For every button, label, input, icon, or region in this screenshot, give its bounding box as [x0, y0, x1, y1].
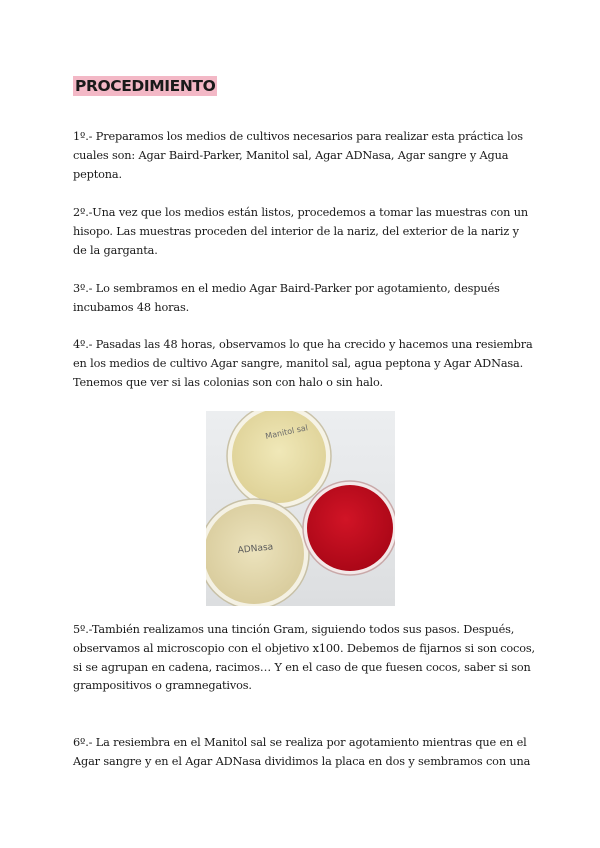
paragraph-step-1: 1º.- Preparamos los medios de cultivos necesarios para realizar esta práctica los cuales son: Agar Baird-Parker, Manitol sal, Agar ADNasa, Agar sangre y Agua peptona.: [73, 130, 523, 181]
adnasa-plate-label: ADNasa: [237, 542, 274, 556]
petri-dishes-illustration: [206, 411, 395, 606]
manitol-plate: [227, 411, 331, 508]
adnasa-plate: [206, 499, 309, 606]
section-title: PROCEDIMIENTO: [75, 77, 216, 95]
paragraph-step-2: 2º.-Una vez que los medios están listos, procedemos a tomar las muestras con un hisopo. Las muestras proceden del interior de la nariz, del exterior de la nariz y de la garganta.: [73, 206, 528, 257]
paragraph-step-5: 5º.-También realizamos una tinción Gram, siguiendo todos sus pasos. Después, observamos al microscopio con el objetivo x100. Debemos de fijarnos si son cocos, si se agrupan en cadena, racimos… Y en el caso de que fuesen cocos, saber si son grampositivos o gramnegativos.: [73, 623, 535, 693]
petri-dishes-photo: [206, 411, 395, 606]
paragraph-step-3: 3º.- Lo sembramos en el medio Agar Baird-Parker por agotamiento, después incubamos 48 horas.: [73, 282, 500, 314]
manitol-plate-label: Manitol sal: [264, 423, 309, 441]
paragraph-step-6: 6º.- La resiembra en el Manitol sal se realiza por agotamiento mientras que en el Agar sangre y en el Agar ADNasa dividimos la placa en dos y sembramos con una: [73, 736, 531, 768]
paragraph-step-4: 4º.- Pasadas las 48 horas, observamos lo que ha crecido y hacemos una resiembra en los medios de cultivo Agar sangre, manitol sal, agua peptona y Agar ADNasa. Tenemos que ver si las colonias son con halo o sin halo.: [73, 338, 533, 389]
sangre-plate: [303, 481, 395, 575]
